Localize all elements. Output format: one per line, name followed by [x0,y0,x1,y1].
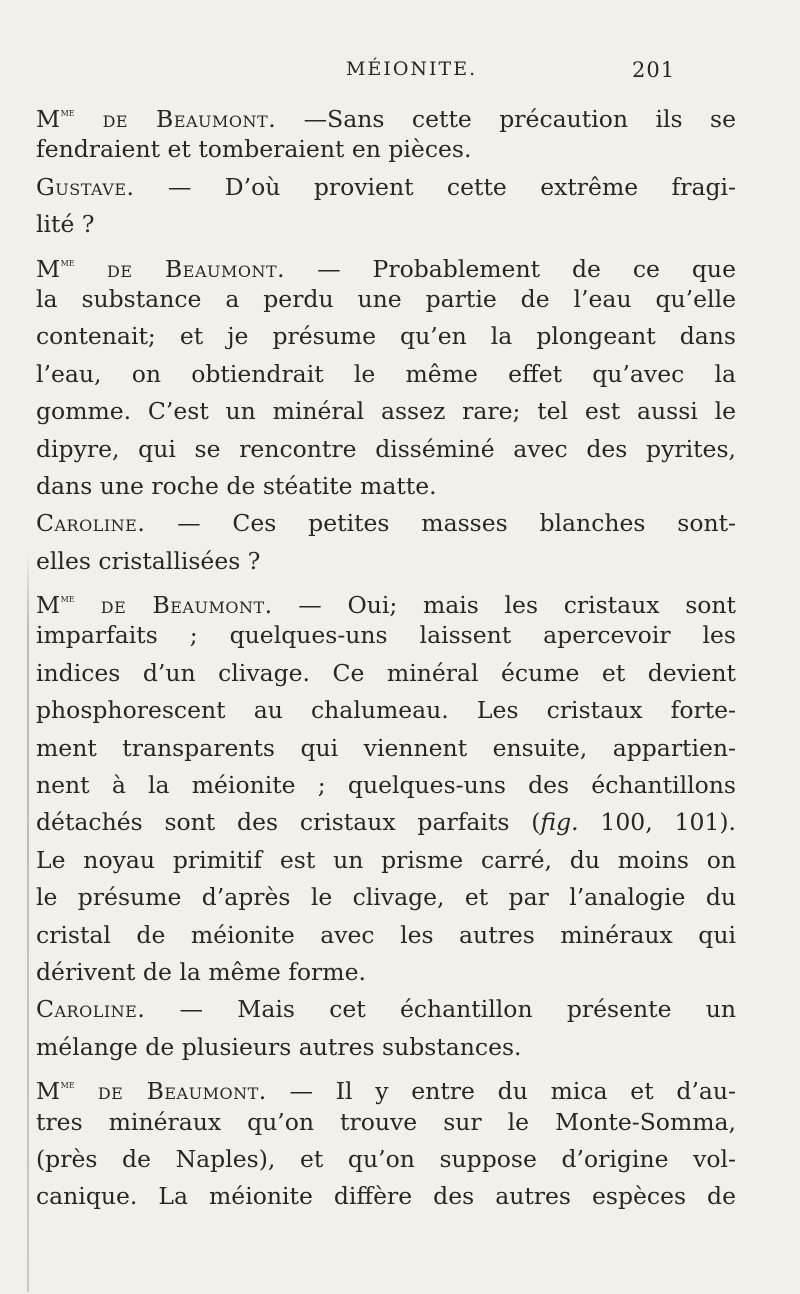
text-line: cristal de méionite avec les autres minéraux qui [36,920,736,949]
text-line: $M^{me}$ de Beaumont. —Sans cette précaution ils se [36,105,736,133]
text-line: $M^{me}$ de Beaumont. — Probablement de ce que [36,254,736,283]
text-line: dérivent de la même forme. [36,957,366,986]
speaker-mme-de-beaumont: $M^{me}$ de Beaumont. [36,1077,267,1106]
speaker-mme-de-beaumont: $M^{me}$ de Beaumont. [36,105,277,133]
text-line: tres minéraux qu’on trouve sur le Monte-Somma, [36,1107,736,1136]
text-line: contenait; et je présume qu’en la plongeant dans [36,322,736,351]
speaker-gustave: Gustave. [36,172,135,201]
text-line: dipyre, qui se rencontre disséminé avec des pyrites, [36,434,736,463]
running-head [0,58,800,88]
text-line: dans une roche de stéatite matte. [36,471,437,500]
speaker-caroline: Caroline. [36,995,146,1024]
running-title: MÉIONITE. [346,58,478,80]
text-line: l’eau, on obtiendrait le même effet qu’avec la [36,359,736,388]
text-line: Caroline. — Ces petites masses blanches sont- [36,509,736,538]
text-line: $M^{me}$ de Beaumont. — Oui; mais les cristaux sont [36,591,736,620]
speaker-mme-de-beaumont: $M^{me}$ de Beaumont. [36,254,286,283]
text-line: Gustave. — D’où provient cette extrême fragi- [36,172,736,201]
text-line: fendraient et tomberaient en pièces. [36,135,472,164]
text-line: indices d’un clivage. Ce minéral écume et devient [36,658,736,687]
text-line: lité ? [36,210,95,239]
margin-rule [27,552,29,1292]
speaker-mme-de-beaumont: $M^{me}$ de Beaumont. [36,591,273,620]
text-line: détachés sont des cristaux parfaits (fig. 100, 101). [36,808,737,837]
text-line: (près de Naples), et qu’on suppose d’origine vol- [36,1144,736,1173]
figure-reference: fig. [540,808,579,837]
dialogue-text [36,94,736,1216]
text-line: mélange de plusieurs autres substances. [36,1032,522,1061]
text-line: $M^{me}$ de Beaumont. — Il y entre du mica et d’au- [36,1077,736,1106]
text-line: ment transparents qui viennent ensuite, appartien- [36,733,736,762]
text-line: le présume d’après le clivage, et par l’analogie du [36,883,736,912]
text-line: Le noyau primitif est un prisme carré, du moins on [36,845,736,874]
text-line: Caroline. — Mais cet échantillon présente un [36,995,736,1024]
text-line: phosphorescent au chalumeau. Les cristaux forte- [36,696,736,725]
speaker-caroline: Caroline. [36,509,146,538]
text-line: canique. La méionite diffère des autres espèces de [36,1182,736,1211]
text-line: la substance a perdu une partie de l’eau qu’elle [36,284,736,313]
text-line: elles cristallisées ? [36,546,261,575]
text-line: nent à la méionite ; quelques-uns des échantillons [36,771,736,800]
text-line: imparfaits ; quelques-uns laissent apercevoir les [36,621,736,650]
page-number: 201 [632,58,676,82]
text-line: gomme. C’est un minéral assez rare; tel est aussi le [36,397,736,426]
